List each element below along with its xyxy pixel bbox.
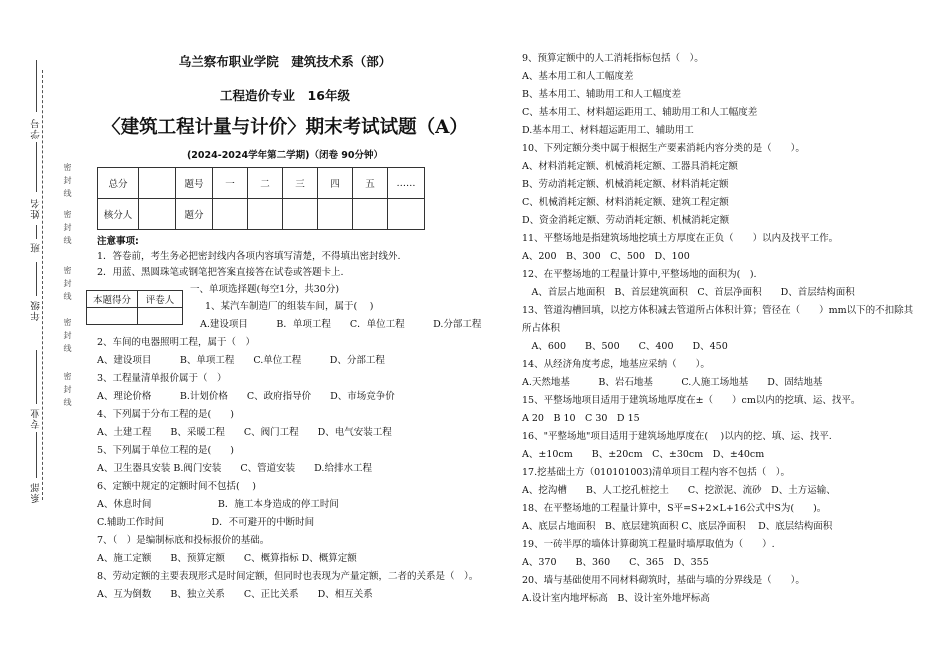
question-line: B、劳动消耗定额、机械消耗定额、材料消耗定额: [522, 179, 729, 190]
question-line: A、施工定额 B、预算定额 C、概算指标 D、概算定额: [97, 553, 357, 564]
grader-score-label: 本题得分: [87, 291, 138, 308]
question-line: A、建设项目 B、单项工程 C.单位工程 D、分部工程: [97, 355, 385, 366]
score-cell-total-value[interactable]: [139, 168, 176, 199]
exam-title: 〈建筑工程计量与计价〉期末考试试题（A）: [102, 117, 468, 138]
grader-row: [87, 308, 183, 325]
question-line: A、600 B、500 C、400 D、450: [522, 341, 728, 352]
question-line: B、基本用工、辅助用工和人工幅度差: [522, 89, 681, 100]
question-line: A、首层占地面积 B、首层建筑面积 C、首层净面积 D、首层结构面积: [522, 287, 855, 298]
score-cell-q4: 四: [318, 168, 353, 199]
major-grade: 工程造价专业 16年级: [220, 88, 350, 103]
question-line: A、±10cm B、±20cm C、±30cm D、±40cm: [522, 449, 765, 460]
exam-subtitle: (2024-2024学年第二学期)（闭卷 90分钟）: [186, 150, 384, 161]
seal-word: 封: [63, 176, 72, 184]
question-line: 17.挖基础土方（010101003)清单项目工程内容不包括（ ）。: [522, 467, 790, 478]
seal-word: 密: [63, 372, 72, 380]
question-line: A.建设项目 B．单项工程 C．单位工程 D.分部工程: [200, 319, 482, 330]
score-cell-more: ……: [388, 168, 425, 199]
name-blank: [36, 142, 37, 192]
question-line: A、互为倒数 B、独立关系 C、正比关系 D、相互关系: [97, 589, 373, 600]
margin-field-major: 专业: [31, 408, 42, 429]
margin-field-student-id: 学号: [31, 118, 42, 139]
margin-field-grade: 年级: [31, 300, 42, 321]
question-line: C、基本用工、材料超运距用工、辅助用工和人工幅度差: [522, 107, 758, 118]
score-cell-q1: 一: [213, 168, 248, 199]
score-table-row: [98, 168, 425, 199]
question-line: 19、一砖半厚的墙体计算砌筑工程量时墙厚取值为（ ）.: [522, 539, 775, 550]
question-line: 10、下列定额分类中属于根据生产要素消耗内容分类的是（ ）。: [522, 143, 805, 154]
score-table-row: [98, 199, 425, 230]
question-line: 13、管道沟槽回填，以挖方体积减去管道所占体积计算；管径在（ ）mm以下的不扣除其: [522, 305, 914, 316]
question-line: A.天然地基 B、岩石地基 C.人施工场地基 D、固结地基: [522, 377, 823, 388]
question-line: C.辅助工作时间 D．不可避开的中断时间: [97, 517, 315, 528]
score-table: [97, 167, 425, 230]
question-line: 11、平整场地是指建筑场地挖填土方厚度在正负（ ）以内及找平工作。: [522, 233, 839, 244]
major-blank: [36, 350, 37, 404]
question-line: 5、下列属于单位工程的是( ): [97, 445, 234, 456]
seal-word: 封: [63, 223, 72, 231]
score-cell-points-label: 题分: [176, 199, 213, 230]
question-line: 8、劳动定额的主要表现形式是时间定额，但同时也表现为产量定额，二者的关系是（ ）。: [97, 571, 479, 582]
question-line: A、土建工程 B、采暖工程 C、阀门工程 D、电气安装工程: [97, 427, 392, 438]
margin-field-class: 班: [31, 242, 42, 253]
question-line: 14、从经济角度考虑，地基应采纳（ ）。: [522, 359, 710, 370]
score-cell-points-q4[interactable]: [318, 199, 353, 230]
question-line: A、370 B、360 C、365 D、355: [522, 557, 709, 568]
grader-score-value[interactable]: [87, 308, 138, 325]
student-id-blank: [36, 60, 37, 112]
question-line: 3、工程量清单报价属于（ ）: [97, 373, 227, 384]
score-cell-q5: 五: [353, 168, 388, 199]
question-line: D、资金消耗定额、劳动消耗定额、机械消耗定额: [522, 215, 730, 226]
grade-blank: [36, 262, 37, 296]
question-line: 7、（ ）是编制标底和投标报价的基础。: [97, 535, 270, 546]
score-cell-q2: 二: [248, 168, 283, 199]
seal-word: 线: [63, 189, 72, 197]
seal-word: 线: [63, 344, 72, 352]
score-cell-points-q1[interactable]: [213, 199, 248, 230]
seal-word: 密: [63, 163, 72, 171]
seal-word: 密: [63, 210, 72, 218]
seal-word: 封: [63, 331, 72, 339]
score-cell-points-q5[interactable]: [353, 199, 388, 230]
note-item: 2．用蓝、黑圆珠笔或钢笔把答案直接答在试卷或答题卡上.: [97, 267, 344, 278]
section-heading: 一、单项选择题(每空1分，共30分): [190, 284, 340, 295]
question-line: A、理论价格 B.计划价格 C、政府指导价 D、市场竞争价: [97, 391, 395, 402]
question-line: A、底层占地面积 B、底层建筑面积 C、底层净面积 D、底层结构面积: [522, 521, 833, 532]
question-line: A.设计室内地坪标高 B、设计室外地坪标高: [522, 593, 710, 604]
question-line: 4、下列属于分布工程的是( ): [97, 409, 234, 420]
question-line: 20、墙与基础使用不同材料砌筑时，基础与墙的分界线是（ ）。: [522, 575, 805, 586]
question-line: A、挖沟槽 B、人工挖孔桩挖土 C、挖淤泥、流砂 D、土方运输、: [522, 485, 836, 496]
school-name: 乌兰察布职业学院 建筑技术系（部）: [178, 54, 392, 69]
question-line: A 20 B 10 C 30 D 15: [522, 413, 640, 424]
grader-table: [86, 290, 183, 325]
question-line: A、200 B、300 C、500 D、100: [522, 251, 690, 262]
grader-name-label: 评卷人: [138, 291, 183, 308]
question-line: A、卫生器具安装 B.阀门安装 C、管道安装 D.给排水工程: [97, 463, 372, 474]
margin-field-department: 系部: [31, 482, 42, 503]
score-cell-points-more[interactable]: [388, 199, 425, 230]
question-line: A、材料消耗定额、机械消耗定额、工器具消耗定额: [522, 161, 738, 172]
grader-name-value[interactable]: [138, 308, 183, 325]
question-line: A、休息时间 B．施工本身造成的停工时间: [97, 499, 339, 510]
question-line: 9、预算定额中的人工消耗指标包括（ ）。: [522, 53, 704, 64]
seal-word: 密: [63, 318, 72, 326]
score-cell-question-no-label: 题号: [176, 168, 213, 199]
question-line: 16、"平整场地"项目适用于建筑场地厚度在( )以内的挖、填、运、找平.: [522, 431, 832, 442]
question-line: 所占体积: [522, 323, 561, 334]
score-cell-checker-value[interactable]: [139, 199, 176, 230]
seal-word: 封: [63, 385, 72, 393]
notes-heading: 注意事项:: [97, 236, 139, 247]
department-blank: [36, 432, 37, 478]
question-line: 2、车间的电器照明工程，属于（ ）: [97, 337, 256, 348]
question-line: D.基本用工、材料超运距用工、辅助用工: [522, 125, 694, 136]
question-line: A、基本用工和人工幅度差: [522, 71, 634, 82]
seal-word: 线: [63, 292, 72, 300]
question-line: 12、在平整场地的工程量计算中,平整场地的面积为( ).: [522, 269, 757, 280]
seal-word: 密: [63, 266, 72, 274]
margin-field-name: 姓名: [31, 198, 42, 219]
grader-row: [87, 291, 183, 308]
seal-word: 封: [63, 279, 72, 287]
question-line: 1、某汽车制造厂的组装车间，属于( ): [205, 301, 374, 312]
score-cell-q3: 三: [283, 168, 318, 199]
seal-word: 线: [63, 236, 72, 244]
class-blank: [36, 225, 37, 239]
score-cell-checker-label: 核分人: [98, 199, 139, 230]
seal-word: 线: [63, 398, 72, 406]
note-item: 1．答卷前，考生务必把密封线内各项内容填写清楚，不得填出密封线外.: [97, 251, 401, 262]
question-line: 6、定额中规定的定额时间不包括( ): [97, 481, 256, 492]
score-cell-total-label: 总分: [98, 168, 139, 199]
question-line: 18、在平整场地的工程量计算中，S平=S+2×L+16公式中S为( )。: [522, 503, 827, 514]
question-line: 15、平整场地项目适用于建筑场地厚度在±（ ）cm以内的挖填、运、找平。: [522, 395, 861, 406]
question-line: C、机械消耗定额、材料消耗定额、建筑工程定额: [522, 197, 729, 208]
score-cell-points-q3[interactable]: [283, 199, 318, 230]
score-cell-points-q2[interactable]: [248, 199, 283, 230]
